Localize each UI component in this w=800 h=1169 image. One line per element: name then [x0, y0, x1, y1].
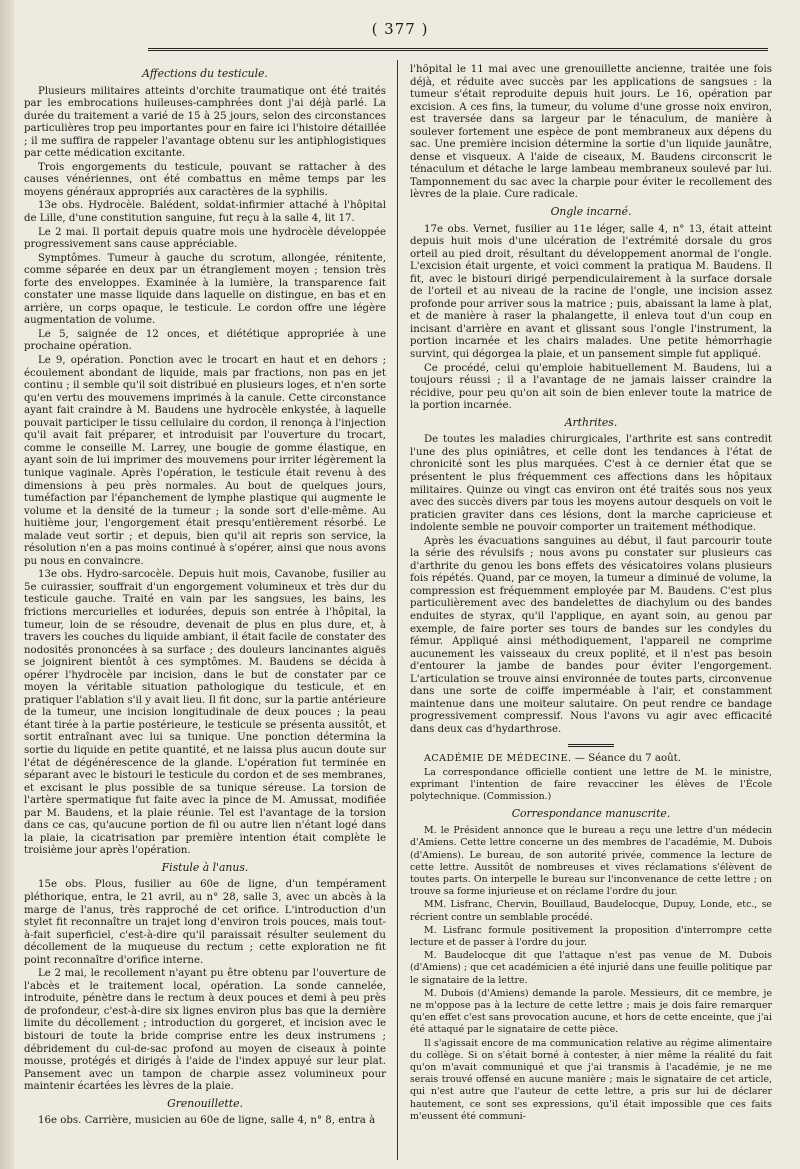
section-rule — [568, 744, 614, 747]
paragraph: Le 2 mai. Il portait depuis quatre mois une hydrocèle développée progressivement sans cause appréciable. — [24, 226, 386, 251]
paragraph: M. le Président annonce que le bureau a reçu une lettre d'un médecin d'Amiens. Cette lettre concerne un des membres de l'académie, M. Dubois (d'Amiens). Le bureau, de son autorité privée, commence la lecture de cette lettre. Aussitôt de nombreuses et vives réclamations s'élèvent de toutes parts. On interpelle le bureau sur l'inconvenance de cette lettre ; on trouve sa forme injurieuse et on réclame l'ordre du jour. — [410, 825, 772, 898]
academy-heading — [410, 753, 772, 766]
section-heading: Correspondance manuscrite. — [511, 806, 671, 820]
paragraph: Plusieurs militaires atteints d'orchite traumatique ont été traités par les embrocations huileuses-camphrées dont j'ai déjà parlé. La durée du traitement a varié de 15 à 25 jours, selon des circonstances particulières trop peu importantes pour en faire ici l'histoire détaillée ; il me suffira de rappeler l'avantage obtenu sur les antiphlogistiques par cette médication excitante. — [24, 85, 386, 160]
paragraph: 16e obs. Carrière, musicien au 60e de ligne, salle 4, n° 8, entra à — [38, 1115, 376, 1127]
session-date: — Séance du 7 août. — [571, 753, 681, 765]
paragraph: 17e obs. Vernet, fusilier au 11e léger, salle 4, n° 13, était atteint depuis huit mois d'une ulcération de l'extrémité dorsale du gros orteil au pied droit, résultant du développement anormal de l'ongle. L'excision était urgente, et voici comment la pratiqua M. Baudens. Il fit, avec le bistouri dirigé perpendiculairement à la surface dorsale de l'orteil et au niveau de la racine de l'ongle, une incision assez profonde pour arriver sous la matrice ; puis, abaissant la lame à plat, et de manière à raser la phalangette, il enleva tout d'un coup en incisant d'arrière en avant et glissant sous l'ongle l'instrument, la portion incarnée et les chairs malades. Une petite hémorrhagie survint, qui dégorgea la plaie, et un pansement simple fut appliqué. — [410, 223, 772, 361]
left-column — [24, 64, 386, 1164]
section-heading: Affections du testicule. — [142, 67, 268, 80]
section-heading: Fistule à l'anus. — [161, 860, 249, 874]
header-rule — [148, 48, 768, 51]
paragraph: l'hôpital le 11 mai avec une grenouillette ancienne, traitée une fois déjà, et réduite avec succès par les applications de sangsues : la tumeur s'était reproduite depuis huit jours. Le 16, opération par excision. A ces fins, la tumeur, du volume d'une grosse noix environ, est traversée dans sa largeur par le ténaculum, de manière à soulever fortement une espèce de pont membraneux aux dépens du sac. Une première incision détermine la sortie d'un liquide jaunâtre, dense et visqueux. A l'aide de ciseaux, M. Baudens circonscrit le ténaculum et détache le large lambeau membraneux soulevé par lui. Tamponnement du sac avec la charpie pour éviter le recollement des lèvres de la plaie. Cure radicale. — [410, 64, 772, 201]
section-heading: Grenouillette. — [167, 1096, 243, 1110]
paragraph: 15e obs. Plous, fusilier au 60e de ligne, d'un tempérament pléthorique, entra, le 21 avril, au n° 28, salle 3, avec un abcès à la marge de l'anus, très rapproché de cet orifice. L'introduction d'un stylet fit reconnaître un trajet long d'environ trois pouces, mais tout-à-fait superficiel, c'est-à-dire qu'il paraissait résulter seulement du décollement de la muqueuse du rectum ; cette exploration ne fit point reconnaître d'orifice interne. — [24, 879, 386, 966]
column-divider — [397, 60, 398, 1160]
paragraph: M. Dubois (d'Amiens) demande la parole. Messieurs, dit ce membre, je ne m'oppose pas à la lecture de cette lettre ; mais je dois faire remarquer qu'en effet c'est sans provocation aucune, et hors de cette enceinte, que j'ai été attaqué par le signataire de cette pièce. — [410, 987, 772, 1036]
right-column — [410, 64, 772, 1164]
paragraph: 13e obs. Hydro-sarcocèle. Depuis huit mois, Cavanobe, fusilier au 5e cuirassier, souffrait d'un engorgement volumineux et très dur du testicule gauche. Traité en vain par les sangsues, les bains, les frictions mercurielles et iodurées, depuis son entrée à l'hôpital, la tumeur, loin de se résoudre, devenait de plus en plus dure, et, à travers les couches du liquide ambiant, il était facile de constater des nodosités prononcées à sa surface ; des douleurs lancinantes aiguës se joignirent bientôt à ces symptômes. M. Baudens se décida à opérer l'hydrocèle par incision, dans le but de constater par ce moyen la véritable situation pathologique du testicule, et en pratiquer l'ablation s'il y avait lieu. Il fit donc, sur la partie antérieure de la tumeur, une incision longitudinale de deux pouces ; la peau étant tirée à la partie postérieure, le testicule se présenta aussitôt, et sortit entraînant avec lui sa tunique. Une ponction détermina la sortie du liquide en petite quantité, et ne laissa plus aucun doute sur l'état de dégénérescence de la glande. L'opération fut terminée en séparant avec le bistouri le testicule du cordon et de ses membranes, et excisant le plus possible de sa tunique séreuse. La torsion de l'artère spermatique fut faite avec la pince de M. Amussat, modifiée par M. Baudens, et la plaie réunie. Tel est l'avantage de la torsion dans ce cas, qu'aucune portion de fil ou autre lien n'étant logé dans la plaie, la cicatrisation par première intention était complète le troisième jour après l'opération. — [24, 569, 386, 857]
paragraph: Le 2 mai, le recollement n'ayant pu être obtenu par l'ouverture de l'abcès et le traitement local, opération. La sonde cannelée, introduite, pénètre dans le rectum à deux pouces et demi à peu près de profondeur, c'est-à-dire six lignes environ plus bas que la dernière limite du décollement ; introduction du gorgeret, et incision avec le bistouri de toute la bride comprise entre les deux instrumens ; débridement du cul-de-sac profond au moyen de ciseaux à pointe mousse, protégés et dirigés à l'aide de l'index appuyé sur leur plat. Pansement avec un tampon de charpie assez volumineux pour maintenir écartées les lèvres de la plaie. — [24, 968, 386, 1093]
paragraph: Après les évacuations sanguines au début, il faut parcourir toute la série des révulsifs ; nous avons pu constater sur plusieurs cas d'arthrite du genou les bons effets des vésicatoires volans plusieurs fois répétés. Quand, par ce moyen, la tumeur a diminué de volume, la compression est fréquemment employée par M. Baudens. C'est plus particulièrement avec des bandelettes de diachylum ou des bandes enduites de styrax, qu'il l'applique, en ayant soin, au genou par exemple, de faire porter ses tours de bandes sur les condyles du fémur. Appliqué ainsi méthodiquement, l'appareil ne comprime aucunement les vaisseaux du creux poplité, et il n'est pas besoin d'entourer la jambe de bandes pour éviter l'engorgement. L'articulation se trouve ainsi environnée de toutes parts, circonvenue dans une sorte de coiffe imperméable à l'air, et constamment maintenue dans une moiteur salutaire. On peut rendre ce bandage progressivement compressif. Nous l'avons vu agir avec efficacité dans deux cas d'hydarthrose. — [410, 535, 772, 735]
paragraph: Ce procédé, celui qu'emploie habituellement M. Baudens, lui a toujours réussi ; il a l'avantage de ne jamais laisser craindre la récidive, pour peu qu'on ait soin de bien enlever toute la matrice de la portion incarnée. — [410, 362, 772, 412]
paragraph: Symptômes. Tumeur à gauche du scrotum, allongée, rénitente, comme séparée en deux par un étranglement moyen ; tension très forte des enveloppes. Examinée à la lumière, la transparence fait constater une masse liquide dans laquelle on distingue, en bas et en arrière, un corps opaque, le testicule. Le cordon offre une légère augmentation de volume. — [24, 252, 386, 327]
paragraph: Trois engorgements du testicule, pouvant se rattacher à des causes vénériennes, ont été combattus en même temps par les moyens généraux appropriés aux caractères de la syphilis. — [24, 161, 386, 198]
section-heading: Ongle incarné. — [550, 205, 632, 219]
paragraph: Il s'agissait encore de ma communication relative au régime alimentaire du collège. Si on s'était borné à contester, à nier même la réalité du fait qu'on m'avait communiqué et que j'ai transmis à l'académie, je ne me serais trouvé offensé en aucune manière ; mais le signataire de cet article, qui n'est autre que l'auteur de cette lettre, a pris sur lui de déclarer hautement, ce sont ses expressions, qu'il était impossible que ces faits m'eussent été communi- — [410, 1037, 772, 1122]
paragraph: M. Baudelocque dit que l'attaque n'est pas venue de M. Dubois (d'Amiens) ; que cet académicien a été injurié dans une feuille politique par le signataire de la lettre. — [410, 950, 772, 986]
page-number: ( 377 ) — [371, 20, 429, 38]
paragraph: De toutes les maladies chirurgicales, l'arthrite est sans contredit l'une des plus opiniâtres, et celle dont les tendances à l'état de chronicité sont les plus marquées. C'est à ce dernier état que se présentent le plus fréquemment ces affections dans les hôpitaux militaires. Quinze ou vingt cas environ ont été traités sous nos yeux avec des succès divers par tous les moyens autour desquels on voit le praticien graviter dans ces lésions, dont la marche capricieuse et indolente semble ne pouvoir comporter un traitement méthodique. — [410, 434, 772, 534]
paragraph: Le 5, saignée de 12 onces, et diététique appropriée à une prochaine opération. — [24, 328, 386, 353]
paragraph: Le 9, opération. Ponction avec le trocart en haut et en dehors ; écoulement abondant de liquide, mais par fractions, non pas en jet continu ; il semble qu'il soit distribué en plusieurs loges, et n'en sorte qu'en vertu des mouvemens imprimés à la canule. Cette circonstance ayant fait craindre à M. Baudens une hydrocèle enkystée, à laquelle pouvait participer le tissu cellulaire du cordon, il renonça à l'injection qu'il avait fait préparer, et introduisit par l'ouverture du trocart, comme le conseille M. Larrey, une bougie de gomme élastique, en ayant soin de lui imprimer des mouvemens pour irriter légèrement la tunique vaginale. Après l'opération, le testicule était revenu à des dimensions à peu près normales. Au bout de quelques jours, tuméfaction par l'épanchement de lymphe plastique qui augmente le volume et la densité de la tumeur ; la sonde sort d'elle-même. Au huitième jour, l'engorgement était presqu'entièrement résorbé. Le malade veut sortir ; et depuis, bien qu'il ait repris son service, la résolution n'en a pas moins continué à s'opérer, ainsi que nous avons pu nous en convaincre. — [24, 355, 386, 567]
section-heading: Arthrites. — [564, 415, 618, 429]
paragraph: MM. Lisfranc, Chervin, Bouillaud, Baudelocque, Dupuy, Londe, etc., se récrient contre un semblable procédé. — [410, 899, 772, 923]
academy-title: ACADÉMIE DE MÉDECINE. — [424, 753, 572, 765]
paragraph: M. Lisfranc formule positivement la proposition d'interrompre cette lecture et de passer à l'ordre du jour. — [410, 924, 772, 948]
paragraph: 13e obs. Hydrocèle. Balédent, soldat-infirmier attaché à l'hôpital de Lille, d'une constitution sanguine, fut reçu à la salle 4, lit 17. — [24, 200, 386, 225]
paragraph: La correspondance officielle contient une lettre de M. le ministre, exprimant l'intention de faire revacciner les élèves de l'École polytechnique. (Commission.) — [410, 766, 772, 803]
page-edge — [0, 0, 14, 1169]
